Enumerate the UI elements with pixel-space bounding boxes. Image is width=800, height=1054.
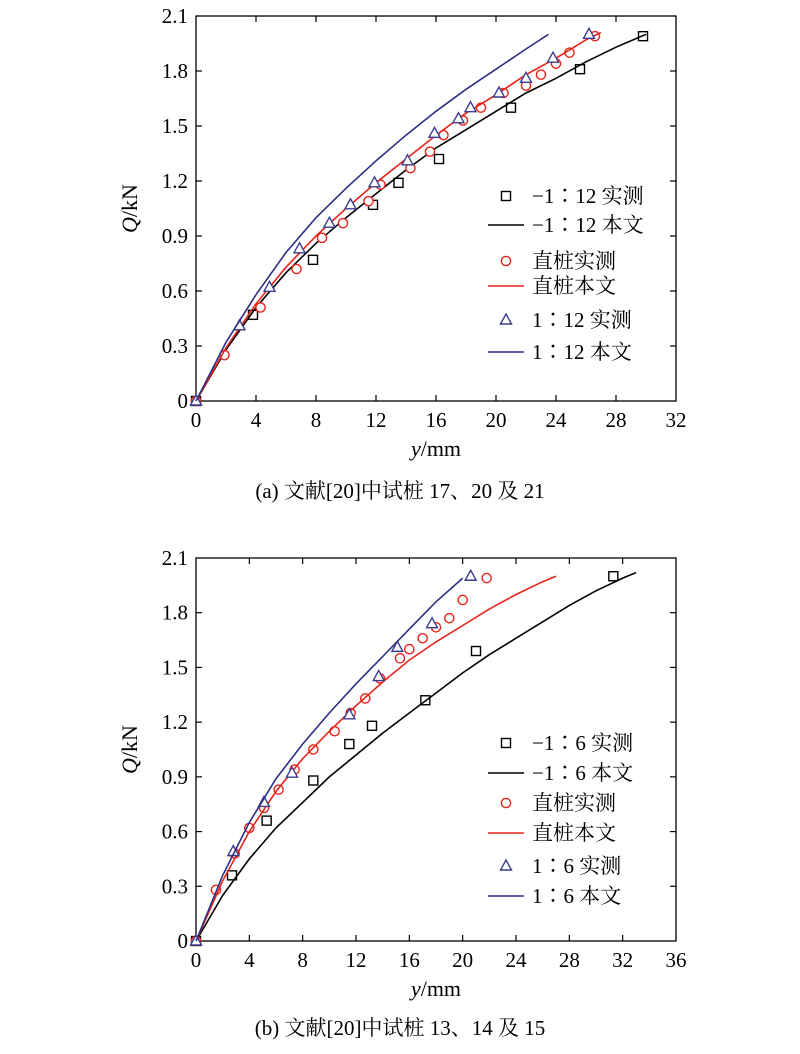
y-tick-label: 1.2 bbox=[161, 710, 188, 735]
series-5 bbox=[196, 578, 463, 941]
figure-caption: (b) 文献[20]中试桩 13、14 及 15 bbox=[254, 1016, 546, 1040]
data-point-circle bbox=[330, 727, 339, 736]
series-2 bbox=[191, 573, 491, 945]
data-point-triangle bbox=[429, 127, 440, 137]
legend-entry-label: −1∶6 本文 bbox=[532, 761, 634, 785]
legend-entry-label: 1∶6 实测 bbox=[532, 854, 622, 878]
y-tick-label: 0.9 bbox=[161, 224, 188, 248]
x-tick-label: 12 bbox=[365, 408, 387, 432]
data-point-circle bbox=[405, 645, 414, 654]
data-point-square bbox=[345, 740, 354, 749]
series-line bbox=[196, 578, 463, 941]
legend-marker-swatch bbox=[501, 256, 510, 265]
y-tick-label: 0 bbox=[177, 389, 188, 413]
data-point-square bbox=[368, 721, 377, 730]
x-tick-label: 20 bbox=[452, 948, 474, 972]
series-line bbox=[196, 34, 549, 401]
legend-entry-label: 直桩本文 bbox=[532, 274, 616, 298]
x-tick-label: 16 bbox=[398, 948, 420, 972]
x-tick-label: 4 bbox=[244, 948, 255, 972]
data-point-circle bbox=[445, 614, 454, 623]
x-tick-label: 0 bbox=[190, 408, 202, 432]
data-point-circle bbox=[482, 573, 491, 582]
y-tick-label: 0.6 bbox=[161, 279, 188, 303]
data-point-triangle bbox=[465, 570, 476, 580]
legend-entry-label: −1∶12 实测 bbox=[532, 184, 644, 208]
x-axis-label-unit: /mm bbox=[420, 976, 462, 1001]
y-tick-label: 2.1 bbox=[161, 4, 188, 28]
y-tick-label: 0.9 bbox=[161, 764, 188, 789]
series-3 bbox=[196, 576, 556, 941]
y-tick-label: 1.8 bbox=[161, 600, 188, 625]
data-point-circle bbox=[395, 654, 404, 663]
legend-marker-swatch bbox=[501, 314, 512, 324]
x-tick-label: 36 bbox=[665, 948, 687, 972]
data-point-circle bbox=[364, 197, 373, 206]
x-tick-label: 20 bbox=[485, 408, 507, 432]
x-tick-label: 16 bbox=[425, 408, 447, 432]
legend bbox=[488, 731, 633, 908]
data-point-circle bbox=[458, 595, 467, 604]
y-tick-label: 1.2 bbox=[161, 169, 188, 193]
y-axis-label-symbol: Q bbox=[117, 217, 142, 233]
legend-marker-swatch bbox=[501, 798, 510, 807]
figure-caption: (a) 文献[20]中试桩 17、20 及 21 bbox=[255, 479, 545, 503]
y-tick-label: 1.5 bbox=[161, 655, 188, 680]
series-5 bbox=[196, 34, 549, 401]
x-axis-label bbox=[409, 976, 461, 1001]
y-tick-label: 1.8 bbox=[161, 59, 188, 83]
data-point-circle bbox=[536, 70, 545, 79]
x-axis-label-unit: /mm bbox=[420, 436, 462, 461]
x-tick-label: 12 bbox=[345, 948, 367, 972]
x-axis-label-symbol: y bbox=[410, 436, 421, 461]
x-tick-label: 24 bbox=[545, 408, 567, 432]
x-tick-label: 28 bbox=[605, 408, 627, 432]
data-point-square bbox=[435, 155, 444, 164]
legend-entry-label: 1∶12 实测 bbox=[532, 308, 632, 332]
data-point-triangle bbox=[324, 217, 335, 227]
data-point-triangle bbox=[465, 102, 476, 112]
x-axis-label-symbol: y bbox=[410, 976, 421, 1001]
data-point-square bbox=[309, 255, 318, 264]
x-tick-label: 8 bbox=[310, 408, 322, 432]
data-point-circle bbox=[338, 219, 347, 228]
x-tick-label: 24 bbox=[505, 948, 527, 972]
y-axis-label bbox=[117, 184, 142, 233]
y-tick-label: 0.3 bbox=[161, 334, 188, 358]
data-point-square bbox=[309, 776, 318, 785]
x-tick-label: 4 bbox=[250, 408, 262, 432]
legend-entry-label: 直桩本文 bbox=[532, 821, 616, 845]
legend-entry-label: −1∶6 实测 bbox=[532, 731, 634, 755]
legend-marker-swatch bbox=[502, 192, 511, 201]
y-tick-label: 2.1 bbox=[161, 546, 188, 570]
y-axis-label-unit: /kN bbox=[117, 725, 142, 759]
series-4 bbox=[191, 570, 477, 945]
x-tick-label: 28 bbox=[558, 948, 580, 972]
x-tick-label: 32 bbox=[665, 408, 687, 432]
y-axis-label-symbol: Q bbox=[117, 758, 142, 774]
data-point-triangle bbox=[402, 155, 413, 165]
legend-entry-label: 直桩实测 bbox=[532, 249, 616, 273]
series-line bbox=[196, 576, 556, 941]
legend-entry-label: 1∶6 本文 bbox=[532, 884, 622, 908]
y-tick-label: 0.3 bbox=[161, 874, 188, 899]
x-axis-label bbox=[409, 436, 461, 461]
data-point-circle bbox=[292, 264, 301, 273]
legend-entry-label: 1∶12 本文 bbox=[532, 340, 632, 364]
data-point-circle bbox=[317, 233, 326, 242]
data-point-circle bbox=[418, 634, 427, 643]
chart-a bbox=[117, 4, 687, 461]
y-axis-label-unit: /kN bbox=[117, 184, 142, 218]
x-tick-label: 32 bbox=[612, 948, 634, 972]
data-point-square bbox=[262, 816, 271, 825]
x-tick-label: 8 bbox=[297, 948, 308, 972]
legend bbox=[488, 184, 644, 364]
y-tick-label: 0.6 bbox=[161, 819, 188, 844]
x-tick-label: 0 bbox=[190, 948, 202, 972]
legend-entry-label: −1∶12 本文 bbox=[532, 213, 644, 237]
data-point-square bbox=[472, 647, 481, 656]
y-tick-label: 0 bbox=[177, 929, 188, 953]
y-axis-label bbox=[117, 725, 142, 774]
data-point-square bbox=[609, 572, 618, 581]
data-point-square bbox=[394, 178, 403, 187]
chart-b bbox=[117, 546, 687, 1001]
y-tick-label: 1.5 bbox=[161, 114, 188, 138]
data-point-circle bbox=[425, 147, 434, 156]
data-point-triangle bbox=[294, 243, 305, 253]
legend-marker-swatch bbox=[501, 860, 512, 870]
legend-entry-label: 直桩实测 bbox=[532, 791, 616, 815]
data-point-circle bbox=[256, 303, 265, 312]
data-point-circle bbox=[309, 745, 318, 754]
legend-marker-swatch bbox=[502, 739, 511, 748]
